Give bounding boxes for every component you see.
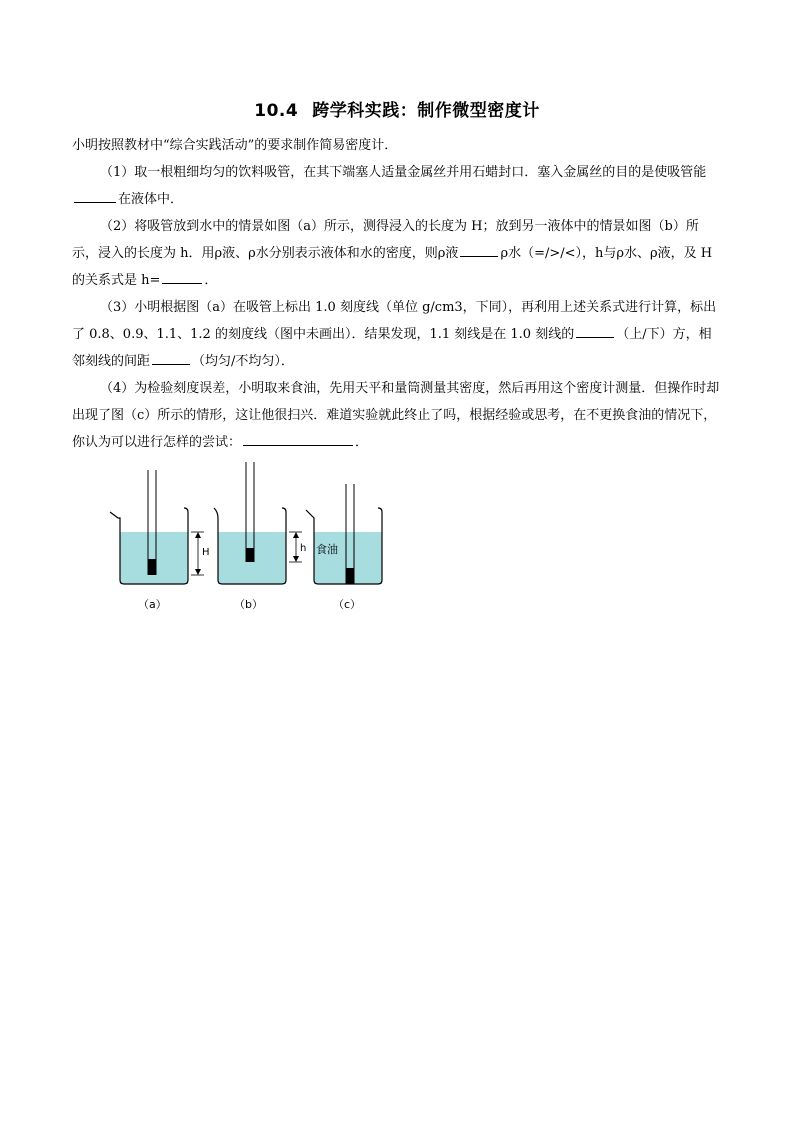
q3-text-1: （3）小明根据图（a）在吸管上标出 1.0 刻度线（单位 g/cm3，下同），再利用上述关系式进行计算，标出了 0.8、0.9、1.1、1.2 的刻度线（图中未画出）．结果发现，1.1 刻线是在 1.0 刻线的 xyxy=(72,300,717,342)
intro-paragraph: 小明按照教材中“综合实践活动”的要求制作简易密度计． xyxy=(72,138,398,153)
label-a: （a） xyxy=(138,598,167,611)
q4-text-2: ． xyxy=(355,435,369,450)
label-b: （b） xyxy=(234,598,263,611)
page-title xyxy=(0,96,794,121)
mark-H: H xyxy=(202,547,210,558)
beaker-b xyxy=(214,462,306,611)
question-4 xyxy=(72,375,722,456)
q3-text-3: （均匀/不均匀）． xyxy=(192,354,294,369)
beaker-c-weight xyxy=(346,568,354,584)
beaker-c xyxy=(306,484,382,611)
q3-blank-1[interactable] xyxy=(576,323,614,338)
beaker-a xyxy=(110,470,212,611)
section-title: 跨学科实践：制作微型密度计 xyxy=(312,101,540,121)
question-2 xyxy=(72,213,722,294)
beaker-b-weight xyxy=(246,548,254,562)
oil-label: 食油 xyxy=(316,543,338,556)
question-1 xyxy=(72,159,722,213)
dimension-H-arrow-up xyxy=(195,532,201,538)
beaker-diagram xyxy=(100,462,400,622)
q2-blank-1[interactable] xyxy=(460,242,498,257)
label-c: （c） xyxy=(333,598,362,611)
beaker-figure xyxy=(100,462,400,622)
mark-h: h xyxy=(300,543,307,554)
document-body xyxy=(72,132,722,456)
section-number: 10.4 xyxy=(254,101,299,121)
q1-text-2: 在液体中． xyxy=(118,192,184,207)
q1-text-1: （1）取一根粗细均匀的饮料吸管，在其下端塞人适量金属丝并用石蜡封口．塞入金属丝的目的是使吸管能 xyxy=(100,165,707,180)
beaker-a-liquid xyxy=(120,532,188,584)
q2-blank-2[interactable] xyxy=(162,269,202,284)
beaker-a-weight xyxy=(148,559,156,575)
q3-blank-2[interactable] xyxy=(152,350,190,365)
question-3 xyxy=(72,294,722,375)
q1-blank[interactable] xyxy=(74,188,116,203)
q4-text-1: （4）为检验刻度误差，小明取来食油，先用天平和量筒测量其密度，然后再用这个密度计测量．但操作时却出现了图（c）所示的情形，这让他很扫兴．难道实验就此终止了吗，根据经验或思考，在不更换食油的情况下，你认为可以进行怎样的尝试： xyxy=(72,381,720,450)
q2-text-1: （2）将吸管放到水中的情景如图（a）所示，测得浸入的长度为 H；放到另一液体中的情景如图（b）所示，浸入的长度为 h．用ρ液、ρ水分别表示液体和水的密度，则ρ液 xyxy=(72,219,699,261)
dimension-H-arrow-down xyxy=(195,569,201,575)
q4-blank[interactable] xyxy=(243,431,353,446)
q2-text-2: ρ水（=/>/<），h与ρ水、ρ液，及 H 的关系式是 h= xyxy=(72,246,713,288)
q3-text-2: （上/下）方，相邻刻线的间距 xyxy=(72,327,712,369)
dimension-h-arrow-up xyxy=(293,532,299,538)
dimension-h-arrow-down xyxy=(293,556,299,562)
q2-text-3: ． xyxy=(204,273,218,288)
